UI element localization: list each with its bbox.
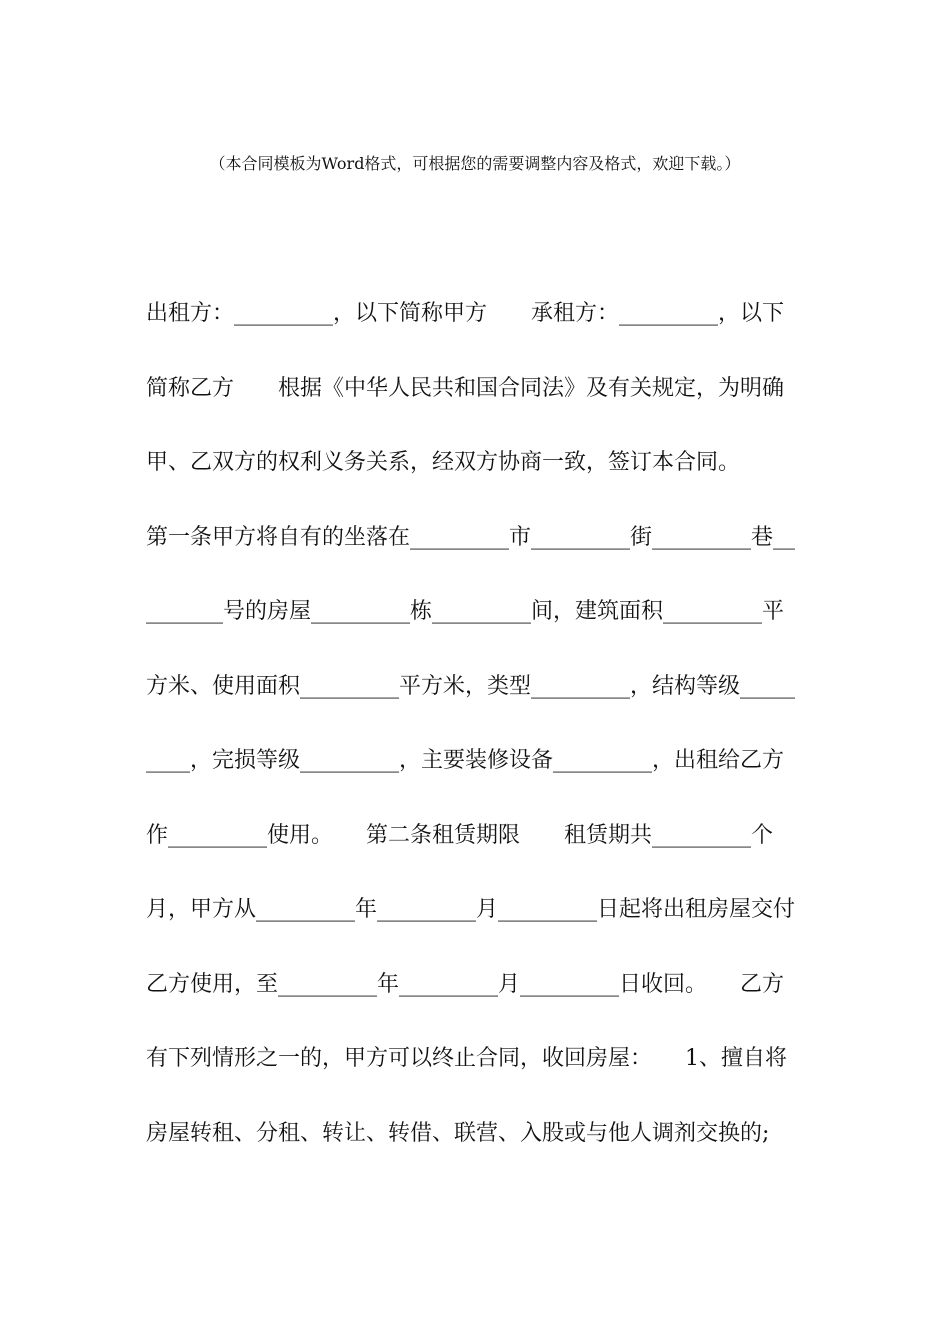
contract-line: _______号的房屋_________栋_________间，建筑面积_________平 xyxy=(146,599,785,624)
contract-line: 作_________使用。 第二条租赁期限 租赁期共_________个 xyxy=(146,822,774,848)
contract-line: 房屋转租、分租、转让、转借、联营、入股或与他人调剂交换的; xyxy=(146,1120,770,1146)
contract-line: 第一条甲方将自有的坐落在_________市_________街_________巷__ xyxy=(146,524,796,550)
contract-line: 乙方使用，至_________年_________月_________日收回。 乙方 xyxy=(146,971,785,997)
template-note: （本合同模板为Word格式，可根据您的需要调整内容及格式，欢迎下载。） xyxy=(209,154,741,173)
contract-line: 有下列情形之一的，甲方可以终止合同，收回房屋： 1、擅自将 xyxy=(146,1046,787,1071)
contract-line: 简称乙方 根据《中华人民共和国合同法》及有关规定，为明确 xyxy=(146,375,785,401)
contract-body xyxy=(146,294,806,1188)
contract-line: 出租方：_________，以下简称甲方 承租方：_________，以下 xyxy=(146,301,785,326)
contract-line: 月，甲方从_________年_________月_________日起将出租房屋交付 xyxy=(146,897,796,922)
contract-line: ____，完损等级_________，主要装修设备_________，出租给乙方 xyxy=(146,748,785,773)
contract-line: 甲、乙双方的权利义务关系，经双方协商一致，签订本合同。 xyxy=(146,450,741,475)
contract-line: 方米、使用面积_________平方米，类型_________，结构等级_____ xyxy=(146,673,796,699)
